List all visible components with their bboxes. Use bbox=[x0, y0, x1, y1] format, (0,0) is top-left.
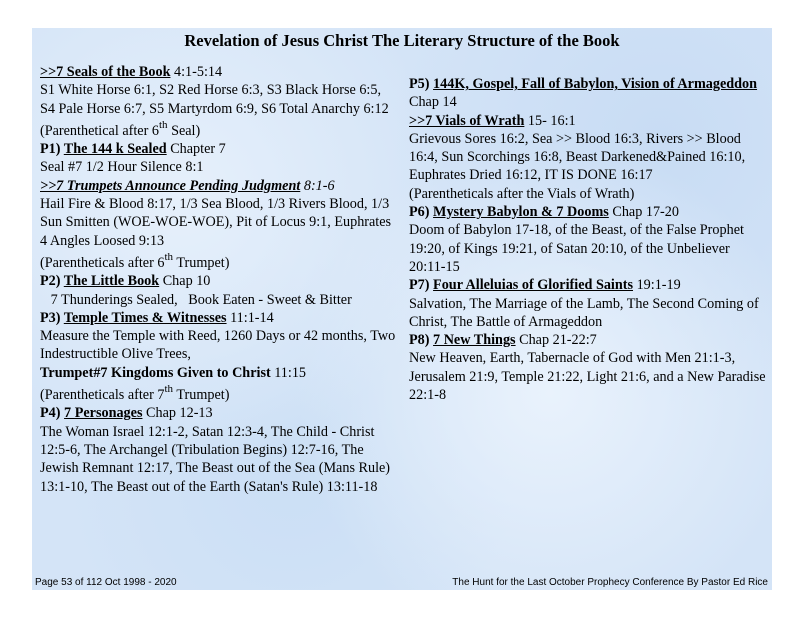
p8-heading: 7 New Things bbox=[433, 332, 516, 349]
p6-ref: Chap 17-20 bbox=[608, 204, 679, 221]
p4-ref: Chap 12-13 bbox=[142, 405, 213, 422]
trumpet7-heading: Trumpet#7 Kingdoms Given to Christ bbox=[40, 364, 271, 381]
p8-ref: Chap 21-22:7 bbox=[515, 332, 597, 349]
p6-number: P6) bbox=[409, 204, 434, 221]
p2-ref: Chap 10 bbox=[159, 273, 211, 290]
parenthetical-text: (Parentheticals after 7 bbox=[40, 387, 165, 404]
vials-parenthetical: (Parentheticals after the Vials of Wrath) bbox=[409, 185, 635, 202]
p5-ref: Chap 14 bbox=[409, 94, 457, 111]
p2-body: 7 Thunderings Sealed, Book Eaten - Sweet & Bitter bbox=[40, 291, 352, 308]
seals-heading: >>7 Seals of the Book bbox=[40, 64, 171, 80]
seal7-line: Seal #7 1/2 Hour Silence 8:1 bbox=[40, 159, 204, 176]
p7-heading-line bbox=[409, 276, 767, 294]
p3-number: P3) bbox=[40, 309, 64, 326]
parenthetical-trumpet6 bbox=[40, 250, 398, 272]
parenthetical-text: (Parentheticals after 6 bbox=[40, 254, 165, 271]
p8-heading-line bbox=[409, 331, 767, 349]
p3-body: Measure the Temple with Reed, 1260 Days or 42 months, Two Indestructible Olive Trees, bbox=[40, 328, 396, 363]
seals-ref: 4:1-5:14 bbox=[170, 64, 223, 80]
p5-number: P5) bbox=[409, 76, 434, 92]
parenthetical-trumpet7 bbox=[40, 383, 398, 404]
p7-heading: Four Alleluias of Glorified Saints bbox=[433, 277, 634, 294]
trumpets-body: Hail Fire & Blood 8:17, 1/3 Sea Blood, 1/3 Rivers Blood, 1/3 Sun Smitten (WOE-WOE-WOE), Pit of Locus 9:1, Euphrates 4 Angles Loosed 9:13 bbox=[40, 196, 392, 249]
footer-page-info: Page 53 of 112 Oct 1998 - 2020 bbox=[35, 577, 177, 588]
trumpets-heading-line bbox=[40, 177, 398, 195]
superscript: th bbox=[164, 250, 174, 263]
trumpets-heading: >>7 Trumpets Announce Pending Judgment bbox=[40, 177, 301, 194]
page-title: Revelation of Jesus Christ The Literary Structure of the Book bbox=[184, 31, 620, 50]
right-column bbox=[409, 75, 767, 404]
p3-ref: 11:1-14 bbox=[226, 309, 274, 326]
p8-number: P8) bbox=[409, 332, 434, 349]
p4-heading: 7 Personages bbox=[64, 405, 143, 422]
p1-number: P1) bbox=[40, 141, 64, 158]
footer-credit: The Hunt for the Last October Prophecy Conference By Pastor Ed Rice bbox=[452, 577, 768, 588]
p1-heading-line bbox=[40, 140, 398, 158]
slide bbox=[32, 28, 772, 590]
p8-body: New Heaven, Earth, Tabernacle of God with Men 21:1-3, Jerusalem 21:9, Temple 21:22, Light 21:6, and a New Paradise 22:1-8 bbox=[409, 350, 766, 404]
p4-number: P4) bbox=[40, 405, 65, 422]
p3-heading-line bbox=[40, 309, 398, 327]
parenthetical-text: Trumpet) bbox=[173, 254, 230, 271]
trumpets-ref: 8:1-6 bbox=[300, 177, 335, 194]
parenthetical-text: Seal) bbox=[167, 122, 201, 139]
trumpet7-line bbox=[40, 364, 398, 382]
superscript: th bbox=[158, 118, 168, 131]
p6-body: Doom of Babylon 17-18, of the Beast, of the False Prophet 19:20, of Kings 19:21, of Satan 20:10, of the Unbeliever 20:11-15 bbox=[409, 222, 744, 275]
vials-heading: >>7 Vials of Wrath bbox=[409, 112, 525, 129]
p6-heading-line bbox=[409, 203, 767, 221]
vials-heading-line bbox=[409, 112, 767, 130]
p4-body: The Woman Israel 12:1-2, Satan 12:3-4, The Child - Christ 12:5-6, The Archangel (Tribulation Begins) 12:7-16, The Jewish Remnant 12:17, The Beast out of the Sea (Mans Rule) 13:1-10, The Beast out of the Earth (Satan's Rule) 13:11-18 bbox=[40, 423, 391, 495]
parenthetical-text: (Parenthetical after 6 bbox=[40, 122, 159, 139]
p1-heading: The 144 k Sealed bbox=[63, 141, 167, 158]
seals-body: S1 White Horse 6:1, S2 Red Horse 6:3, S3 Black Horse 6:5, S4 Pale Horse 6:7, S5 Martyrdom 6:9, S6 Total Anarchy 6:12 bbox=[40, 82, 389, 117]
p3-heading: Temple Times & Witnesses bbox=[63, 309, 227, 326]
p5-heading-line bbox=[409, 75, 767, 112]
p2-heading-line bbox=[40, 272, 398, 290]
p6-heading: Mystery Babylon & 7 Dooms bbox=[433, 204, 609, 221]
vials-body: Grievous Sores 16:2, Sea >> Blood 16:3, Rivers >> Blood 16:4, Sun Scorchings 16:8, Beast Darkened&Pained 16:10, Euphrates Dried 16:12, IT IS DONE 16:17 bbox=[409, 130, 746, 184]
parenthetical-text: Trumpet) bbox=[173, 387, 230, 404]
p5-heading: 144K, Gospel, Fall of Babylon, Vision of Armageddon bbox=[433, 76, 758, 92]
seals-section bbox=[40, 63, 398, 81]
parenthetical-seal bbox=[40, 118, 398, 140]
vials-ref: 15- 16:1 bbox=[524, 112, 576, 129]
p4-heading-line bbox=[40, 404, 398, 422]
p7-ref: 19:1-19 bbox=[633, 277, 681, 294]
trumpet7-ref: 11:15 bbox=[270, 364, 307, 381]
p7-number: P7) bbox=[409, 277, 434, 294]
p2-heading: The Little Book bbox=[63, 273, 160, 290]
p2-number: P2) bbox=[40, 273, 64, 290]
left-column bbox=[40, 63, 398, 496]
p7-body: Salvation, The Marriage of the Lamb, The Second Coming of Christ, The Battle of Armageddon bbox=[409, 295, 759, 330]
superscript: th bbox=[164, 383, 174, 396]
p1-ref: Chapter 7 bbox=[166, 141, 226, 158]
